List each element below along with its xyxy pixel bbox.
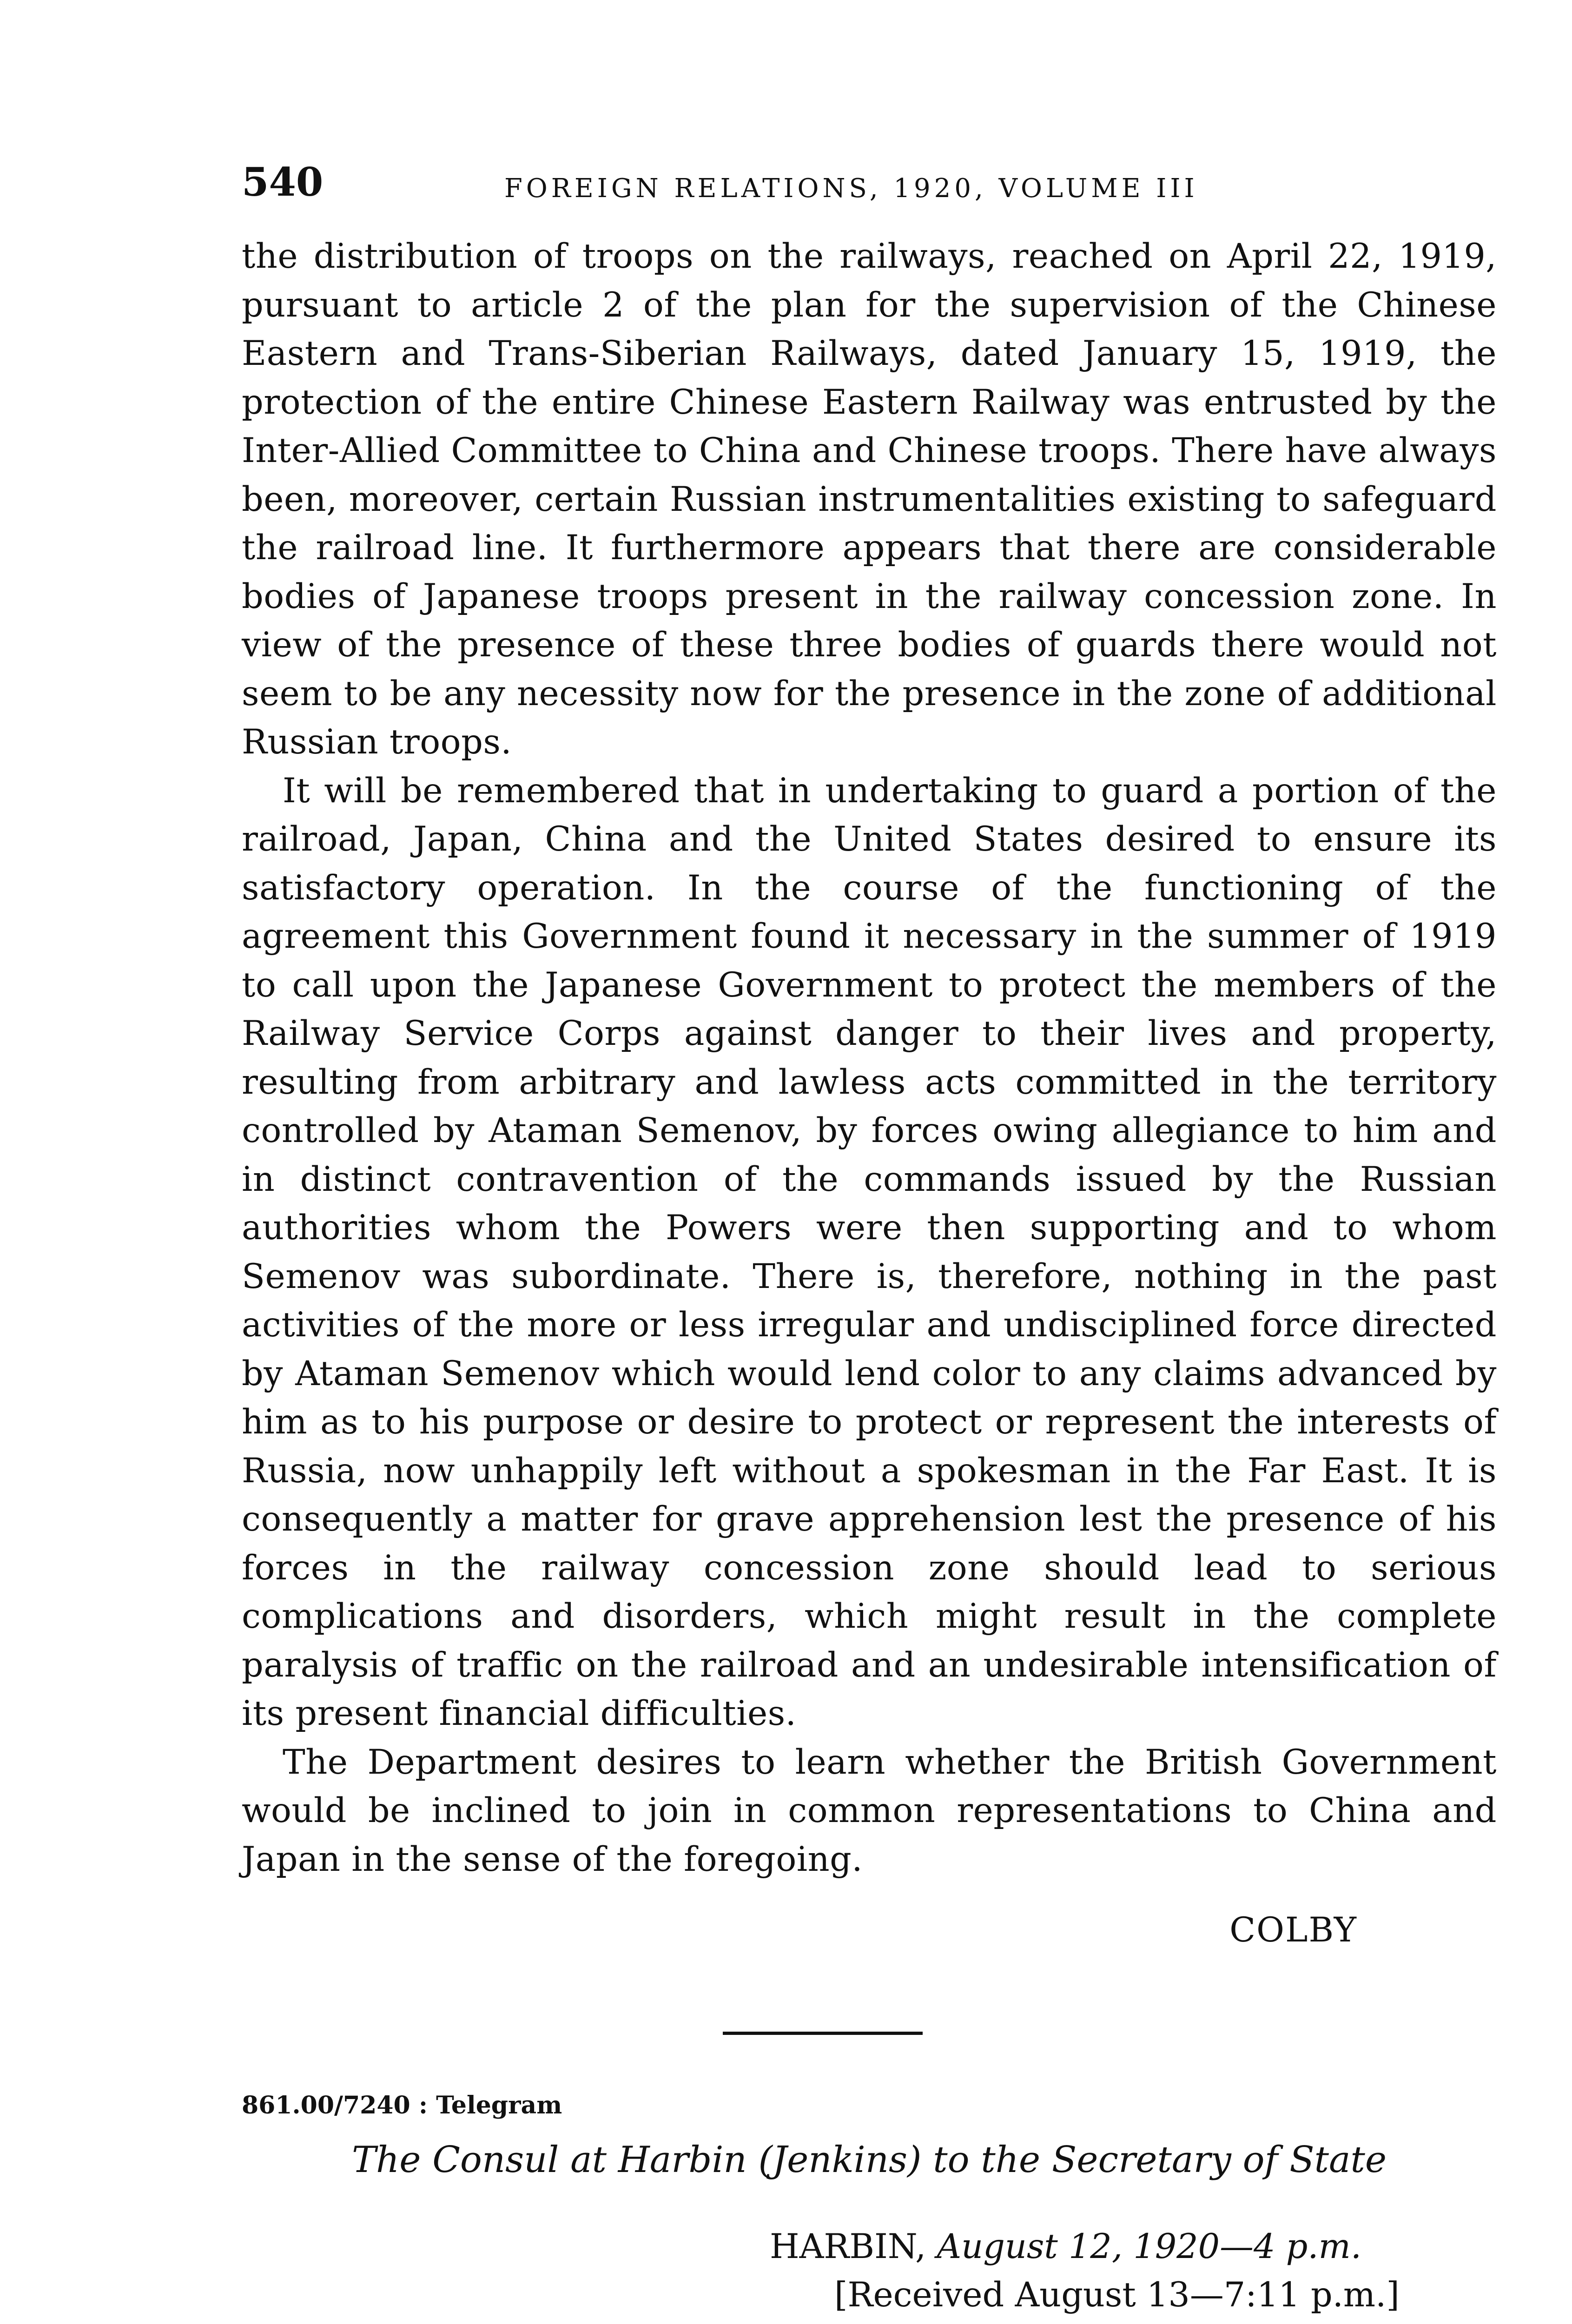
telegram-body	[242, 2320, 1497, 2324]
document-page	[242, 139, 1497, 2324]
paragraph	[242, 2320, 1497, 2324]
signature	[242, 1906, 1357, 1955]
signature-name: COLBY	[1229, 1910, 1357, 1950]
page-number: 540	[242, 159, 324, 205]
paragraph: It will be remembered that in undertaking to guard a portion of the railroad, Japan, China and the United States desired to ensure its satisfactory operation. In the course of the functioning of the agreement this Government found it necessary in the summer of 1919 to call upon the Japanese Government to protect the members of the Railway Service Corps against danger to their lives and property, resulting from arbitrary and lawless acts committed in the territory controlled by Ataman Semenov, by forces owing allegiance to him and in distinct contravention of the commands issued by the Russian authorities whom the Powers were then supporting and to whom Semenov was subordinate. There is, therefore, nothing in the past activities of the more or less irregular and undisciplined force directed by Ataman Semenov which would lend color to any claims advanced by him as to his purpose or desire to protect or represent the interests of Russia, now unhappily left without a spokesman in the Far East. It is consequently a matter for grave apprehension lest the presence of his forces in the railway concession zone should lead to serious complications and disorders, which might result in the complete paralysis of traffic on the railroad and an undesirable intensification of its present financial difficulties.	[242, 771, 1497, 1733]
running-header	[242, 139, 1497, 205]
paragraph: the distribution of troops on the railways, reached on April 22, 1919, pursuant to article 2 of the plan for the supervision of the Chinese Eastern and Trans-Siberian Railways, dated January 15, 1919, the protection of the entire Chinese Eastern Railway was entrusted by the Inter-Allied Committee to China and Chinese troops. There have always been, moreover, certain Russian instrumentalities existing to safeguard the railroad line. It furthermore appears that there are considerable bodies of Japanese troops present in the railway concession zone. In view of the presence of these three bodies of guards there would not seem to be any necessity now for the presence in the zone of additional Russian troops.	[242, 237, 1497, 762]
letter-body	[242, 232, 1497, 1884]
dateline-place: HARBIN,	[770, 2226, 926, 2266]
dateline-date: August 12, 1920—4 p.m.	[937, 2226, 1362, 2266]
section-divider	[723, 2032, 923, 2035]
received-note: [Received August 13—7:11 p.m.]	[834, 2275, 1400, 2315]
file-reference: 861.00/7240 : Telegram	[242, 2091, 562, 2119]
document-title: The Consul at Harbin (Jenkins) to the Secretary of State	[351, 2139, 1387, 2181]
running-title: FOREIGN RELATIONS, 1920, VOLUME III	[504, 173, 1198, 204]
paragraph: The Department desires to learn whether the British Government would be inclined to join in common representations to China and Japan in the sense of the foregoing.	[242, 1742, 1497, 1879]
dateline	[770, 2223, 1497, 2271]
